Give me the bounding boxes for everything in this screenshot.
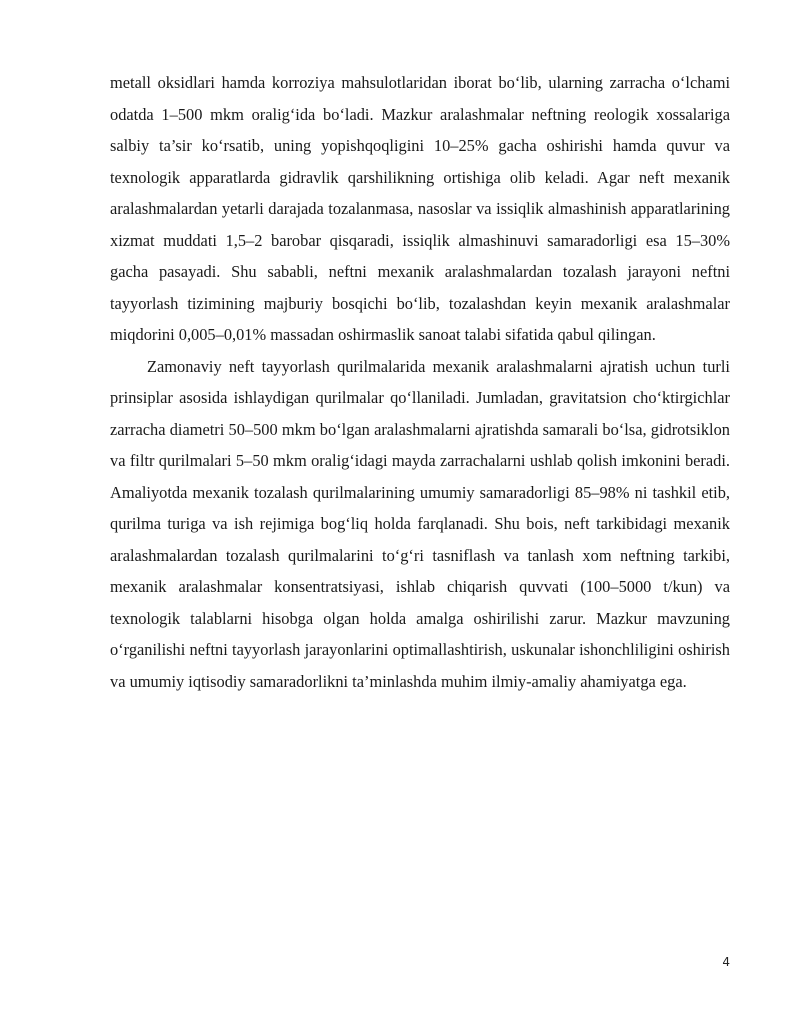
paragraph-continued: metall oksidlari hamda korroziya mahsulotlaridan iborat bo‘lib, ularning zarracha o‘lchami odatda 1–500 mkm oralig‘ida bo‘ladi. Mazkur aralashmalar neftning reologik xossalariga salbiy ta’sir ko‘rsatib, uning yopishqoqligini 10–25% gacha oshirishi hamda quvur va texnologik apparatlarda gidravlik qarshilikning ortishiga olib keladi. Agar neft mexanik aralashmalardan yetarli darajada tozalanmasa, nasoslar va issiqlik almashinish apparatlarining xizmat muddati 1,5–2 barobar qisqaradi, issiqlik almashinuvi samaradorligi esa 15–30% gacha pasayadi. Shu sababli, neftni mexanik aralashmalardan tozalash jarayoni neftni tayyorlash tizimining majburiy bosqichi bo‘lib, tozalashdan keyin mexanik aralashmalar miqdorini 0,005–0,01% massadan oshirmaslik sanoat talabi sifatida qabul qilingan. bbox=[110, 73, 730, 344]
body-text bbox=[110, 67, 730, 697]
page-number: 4 bbox=[722, 955, 730, 969]
paragraph: Zamonaviy neft tayyorlash qurilmalarida mexanik aralashmalarni ajratish uchun turli prinsiplar asosida ishlaydigan qurilmalar qo‘llaniladi. Jumladan, gravitatsion cho‘ktirgichlar zarracha diametri 50–500 mkm bo‘lgan aralashmalarni ajratishda samarali bo‘lsa, gidrotsiklon va filtr qurilmalari 5–50 mkm oralig‘idagi mayda zarrachalarni ushlab qolish imkonini beradi. Amaliyotda mexanik tozalash qurilmalarining umumiy samaradorligi 85–98% ni tashkil etib, qurilma turiga va ish rejimiga bog‘liq holda farqlanadi. Shu bois, neft tarkibidagi mexanik aralashmalardan tozalash qurilmalarini to‘g‘ri tasniflash va tanlash xom neftning tarkibi, mexanik aralashmalar konsentratsiyasi, ishlab chiqarish quvvati (100–5000 t/kun) va texnologik talablarni hisobga olgan holda amalga oshirilishi zarur. Mazkur mavzuning o‘rganilishi neftni tayyorlash jarayonlarini optimallashtirish, uskunalar ishonchliligini oshirish va umumiy iqtisodiy samaradorlikni ta’minlashda muhim ilmiy-amaliy ahamiyatga ega. bbox=[110, 356, 730, 691]
